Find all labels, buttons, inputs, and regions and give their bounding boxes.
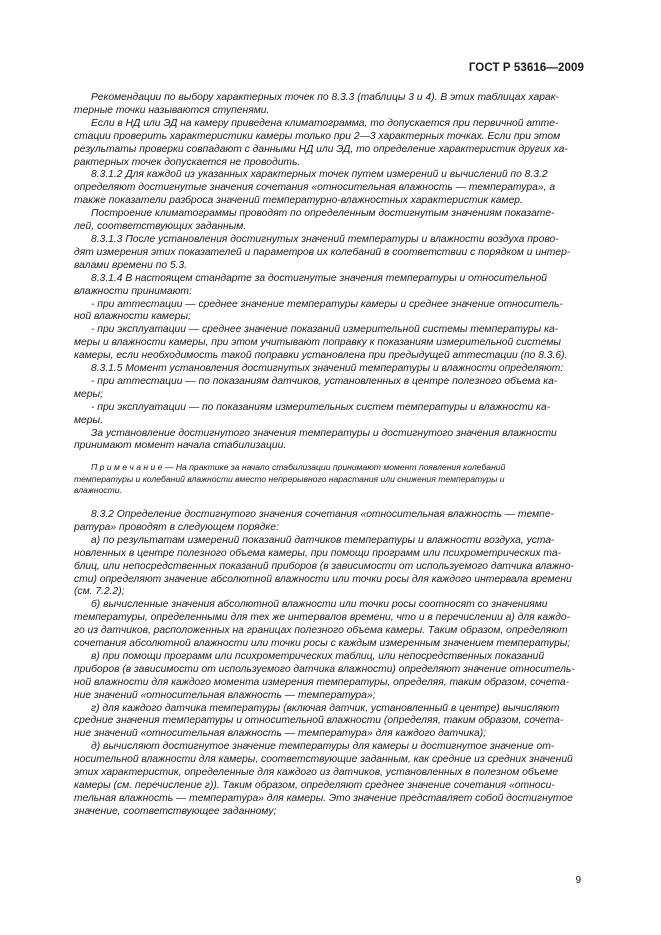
note: П р и м е ч а н и е — На практике за начало стабилизации принимают момент появления колебаний температуры и колебаний влажности вместо непрерывного нарастания или снижения температуры и влажности.: [74, 462, 506, 495]
list-item-attestation-sensors: - при аттестации — по показаниям датчиков, установленных в центре полезного объема ка- меры;: [74, 375, 558, 400]
paragraph-climatogram-construction: Построение климатограммы проводят по определенным достигнутым значениям показате- лей, соответствующих заданным.: [74, 208, 555, 233]
paragraph-8-3-1-2: 8.3.1.2 Для каждой из указанных характерных точек путем измерений и вычислений по 8.3.2 определяют достигнутые значения сочетания «относительная влажность — температура», а также показатели разброса значений температурно-влажностных характеристик камер.: [74, 169, 556, 207]
list-item-v: в) при помощи программ или психрометрических таблиц, или непосредственных показаний приборов (в зависимости от используемого датчика влажности) определяют значение относитель- ной влажности для каждого момента измерения температуры, определяя, таким образом, сочета- ние значений «относительная влажность — температура»;: [74, 650, 575, 701]
page-number: 9: [575, 875, 581, 886]
paragraph-climatogram: Если в НД или ЭД на камеру приведена климатограмма, то допускается при первичной атте- стации проверить характеристики камеры только при 2—3 характерных точках. Если при этом результаты проверки совпадают с данными НД или ЭД, то определение характеристик других ха- рактерных точек допускается не проводить.: [74, 117, 568, 168]
paragraph-8-3-1-5: 8.3.1.5 Момент установления достигнутых значений температуры и влажности определяют:: [91, 363, 564, 375]
standard-designation: ГОСТ Р 53616—2009: [468, 62, 584, 74]
list-item-b: б) вычисленные значения абсолютной влажности или точки росы соотносят со значениями температуры, определенными для тех же интервалов времени, что и в перечислении а) для каждо- го из датчиков, расположенных на границах полезного объема камеры. Таким образом, определяют сочетания абсолютной влажности или точки росы с каждым измеренным значением температуры;: [74, 599, 571, 650]
paragraph-recommendations: Рекомендации по выбору характерных точек по 8.3.3 (таблицы 3 и 4). В этих таблицах харак- терные точки называются ступенями.: [74, 92, 559, 116]
paragraph-8-3-1-4: 8.3.1.4 В настоящем стандарте за достигнутые значения температуры и относительной влажности принимают:: [74, 272, 547, 297]
list-item-g: г) для каждого датчика температуры (включая датчик, установленный в центре) вычисляют средние значения температуры и относительной влажности (определяя, таким образом, сочета- ние значений «относительная влажность — температура» для каждого датчика);: [74, 702, 564, 740]
list-item-d: д) вычисляют достигнутое значение температуры для камеры и достигнутое значение от- носительной влажности для камеры, соответствующие заданным, как средние из средних значений этих характеристик, определенные для каждого из датчиков, установленных в полезном объеме камеры (см. перечисление г)). Таким образом, определяют среднее значение сочетания «относи- тельная влажность — температура» для камеры. Это значение представляет собой достигнутое значение, соответствующее заданному;: [74, 741, 573, 817]
paragraph-stabilization: За установление достигнутого значения температуры и достигнутого значения влажности принимают момент начала стабилизации.: [74, 427, 557, 452]
list-item-operation: - при эксплуатации — среднее значение показаний измерительной системы температуры ка- меры и влажности камеры, при этом учитывают поправку к показаниям измерительной системы камеры, если необходимость такой поправки установлена при предыдущей аттестации (по 8.3.6).: [74, 324, 568, 362]
paragraph-8-3-1-3: 8.3.1.3 После установления достигнутых значений температуры и влажности воздуха прово- дят измерения этих показателей и параметров их колебаний в соответствии с порядком и интер- валами времени по 5.3.: [74, 233, 571, 271]
list-item-operation-systems: - при эксплуатации — по показаниям измерительных систем температуры и влажности ка- меры.: [74, 401, 551, 426]
paragraph-8-3-2: 8.3.2 Определение достигнутого значения сочетания «относительная влажность — темпе- ратура» проводят в следующем порядке:: [74, 508, 554, 533]
page-body: [74, 92, 586, 819]
list-item-a: а) по результатам измерений показаний датчиков температуры и влажности воздуха, уста- новленных в центре полезного объема камеры, при помощи программ или психрометрических та- блиц, или непосредственных показаний приборов (в зависимости от используемого датчика влажно- сти) определяют значение абсолютной влажности или точки росы для каждого интервала времени (см. 7.2.2);: [74, 534, 574, 598]
list-item-attestation: - при аттестации — среднее значение температуры камеры и среднее значение относитель- ной влажности камеры;: [74, 298, 563, 323]
